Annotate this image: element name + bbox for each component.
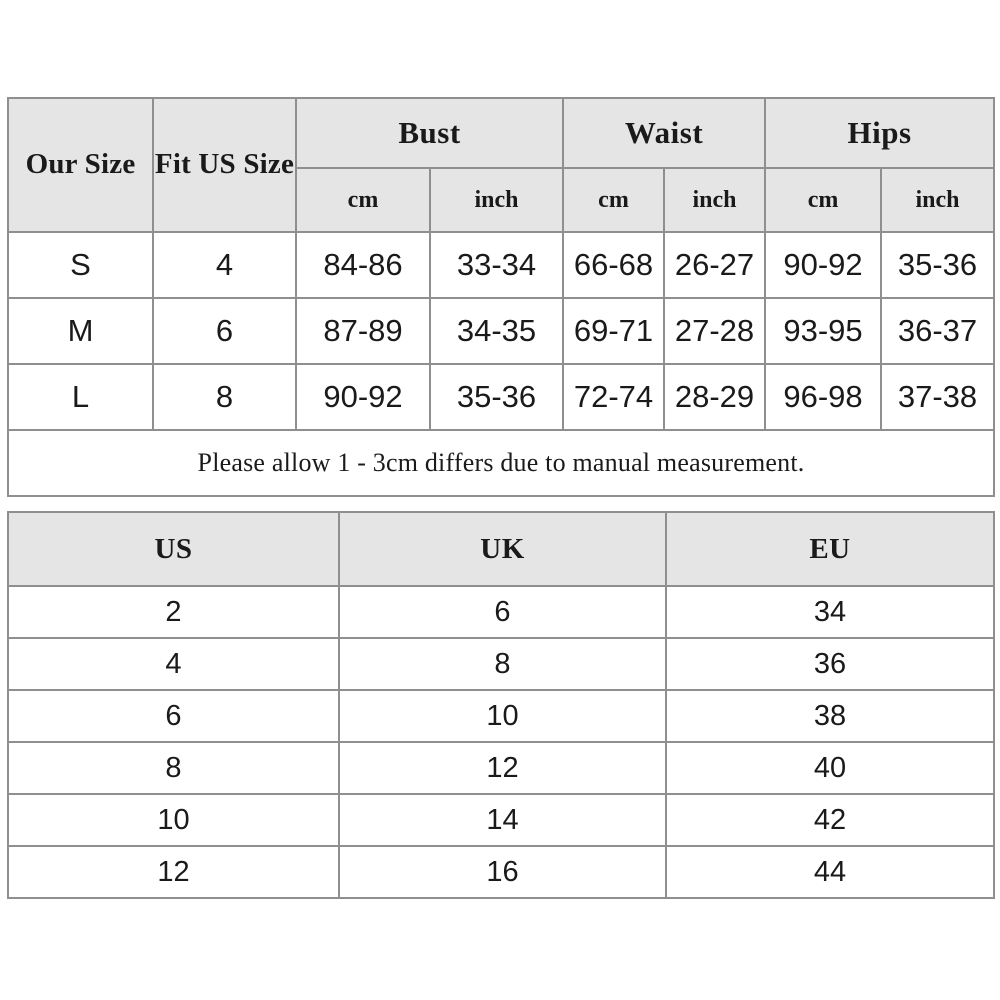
measurement-note: Please allow 1 - 3cm differs due to manual measurement. [8,430,994,496]
cell-eu: 36 [666,638,994,690]
conversion-row [8,794,994,846]
cell-hips-cm: 93-95 [765,298,881,364]
unit-hips-cm: cm [765,168,881,232]
cell-us: 4 [8,638,339,690]
cell-fit-us: 4 [153,232,296,298]
size-chart-header-row-groups [8,98,994,168]
conversion-row [8,742,994,794]
cell-uk: 16 [339,846,666,898]
cell-us: 10 [8,794,339,846]
unit-bust-cm: cm [296,168,430,232]
header-uk: UK [339,512,666,586]
cell-uk: 6 [339,586,666,638]
header-our-size: Our Size [8,98,153,232]
header-group-hips: Hips [765,98,994,168]
cell-hips-inch: 36-37 [881,298,994,364]
cell-us: 12 [8,846,339,898]
conversion-chart-table [7,511,995,899]
conversion-row [8,690,994,742]
cell-hips-inch: 37-38 [881,364,994,430]
cell-bust-cm: 87-89 [296,298,430,364]
cell-uk: 12 [339,742,666,794]
cell-our-size: L [8,364,153,430]
conversion-header-row [8,512,994,586]
conversion-row [8,846,994,898]
cell-our-size: M [8,298,153,364]
cell-bust-inch: 33-34 [430,232,563,298]
cell-us: 6 [8,690,339,742]
cell-bust-inch: 34-35 [430,298,563,364]
note-row [8,430,994,496]
size-row-s [8,232,994,298]
size-row-l [8,364,994,430]
cell-eu: 40 [666,742,994,794]
cell-waist-cm: 66-68 [563,232,664,298]
size-chart-table [7,97,995,497]
cell-fit-us: 8 [153,364,296,430]
cell-uk: 14 [339,794,666,846]
cell-us: 2 [8,586,339,638]
cell-uk: 8 [339,638,666,690]
cell-eu: 44 [666,846,994,898]
unit-waist-inch: inch [664,168,765,232]
unit-hips-inch: inch [881,168,994,232]
unit-bust-inch: inch [430,168,563,232]
cell-waist-inch: 28-29 [664,364,765,430]
cell-waist-inch: 27-28 [664,298,765,364]
cell-hips-cm: 90-92 [765,232,881,298]
cell-bust-inch: 35-36 [430,364,563,430]
size-row-m [8,298,994,364]
header-group-waist: Waist [563,98,765,168]
cell-bust-cm: 90-92 [296,364,430,430]
header-group-bust: Bust [296,98,563,168]
cell-uk: 10 [339,690,666,742]
cell-eu: 42 [666,794,994,846]
cell-eu: 34 [666,586,994,638]
conversion-row [8,586,994,638]
cell-hips-inch: 35-36 [881,232,994,298]
cell-us: 8 [8,742,339,794]
cell-bust-cm: 84-86 [296,232,430,298]
header-us: US [8,512,339,586]
cell-waist-inch: 26-27 [664,232,765,298]
cell-hips-cm: 96-98 [765,364,881,430]
header-fit-us-size: Fit US Size [153,98,296,232]
cell-our-size: S [8,232,153,298]
unit-waist-cm: cm [563,168,664,232]
cell-waist-cm: 69-71 [563,298,664,364]
cell-waist-cm: 72-74 [563,364,664,430]
header-eu: EU [666,512,994,586]
cell-eu: 38 [666,690,994,742]
conversion-row [8,638,994,690]
cell-fit-us: 6 [153,298,296,364]
